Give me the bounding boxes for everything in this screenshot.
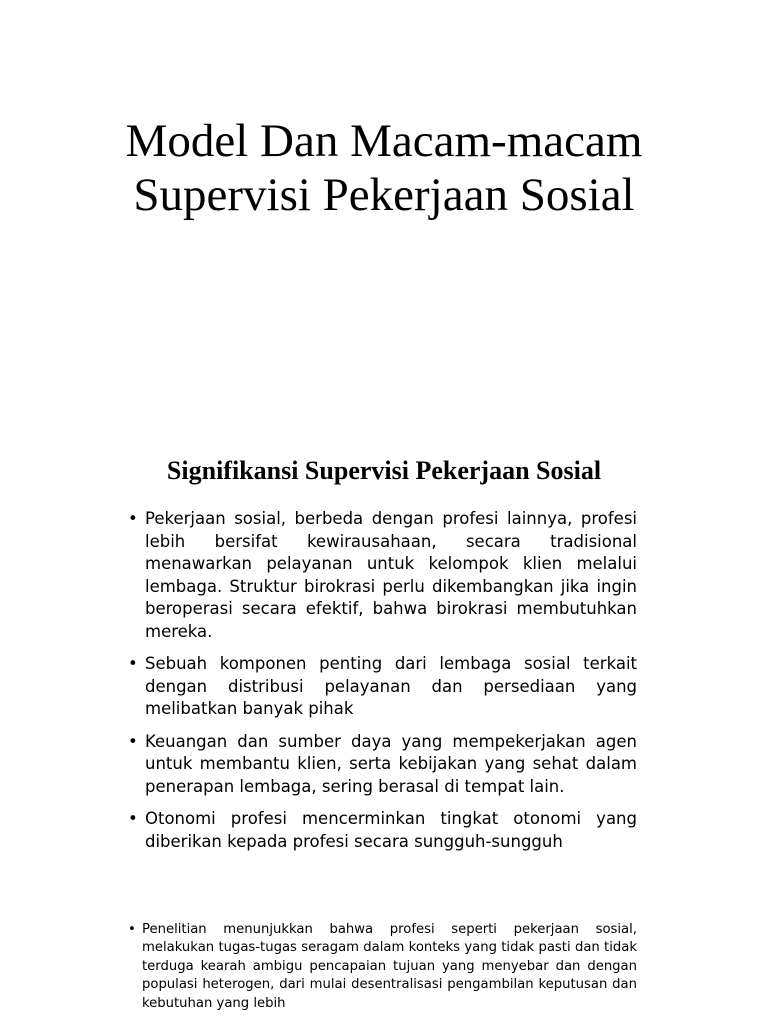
- bullet-item: • Otonomi profesi mencerminkan tingkat otonomi yang diberikan kepada profesi secara sungguh-sungguh: [128, 808, 637, 853]
- bullet-item: • Penelitian menunjukkan bahwa profesi seperti pekerjaan sosial, melakukan tugas-tugas seragam dalam konteks yang tidak pasti dan tidak terduga kearah ambigu pencapaian tujuan yang menyebar dan dengan populasi heterogen, dari mulai desentralisasi pengambilan keputusan dan kebutuhan yang lebih: [128, 921, 637, 1013]
- bullet-item: • Sebuah komponen penting dari lembaga sosial terkait dengan distribusi pelayanan dan persediaan yang melibatkan banyak pihak: [128, 653, 637, 721]
- bullet-list: [128, 921, 637, 1013]
- bullet-item: • Pekerjaan sosial, berbeda dengan profesi lainnya, profesi lebih bersifat kewirausahaan, secara tradisional menawarkan pelayanan untuk kelompok klien melalui lembaga. Struktur birokrasi perlu dikembangkan jika ingin beroperasi secara efektif, bahwa birokrasi membutuhkan mereka.: [128, 508, 637, 643]
- title-slide: [0, 0, 768, 400]
- section-heading: Signifikansi Supervisi Pekerjaan Sosial: [166, 456, 602, 485]
- content-slide: [0, 420, 768, 900]
- content-slide-partial: [0, 900, 768, 1024]
- bullet-item: • Keuangan dan sumber daya yang mempekerjakan agen untuk membantu klien, serta kebijakan yang sehat dalam penerapan lembaga, sering berasal di tempat lain.: [128, 731, 637, 799]
- slide-title-line-2: Supervisi Pekerjaan Sosial: [133, 169, 635, 221]
- slide-title: [0, 114, 768, 222]
- slide-title-line-1: Model Dan Macam-macam: [125, 115, 643, 167]
- bullet-list: [128, 508, 637, 863]
